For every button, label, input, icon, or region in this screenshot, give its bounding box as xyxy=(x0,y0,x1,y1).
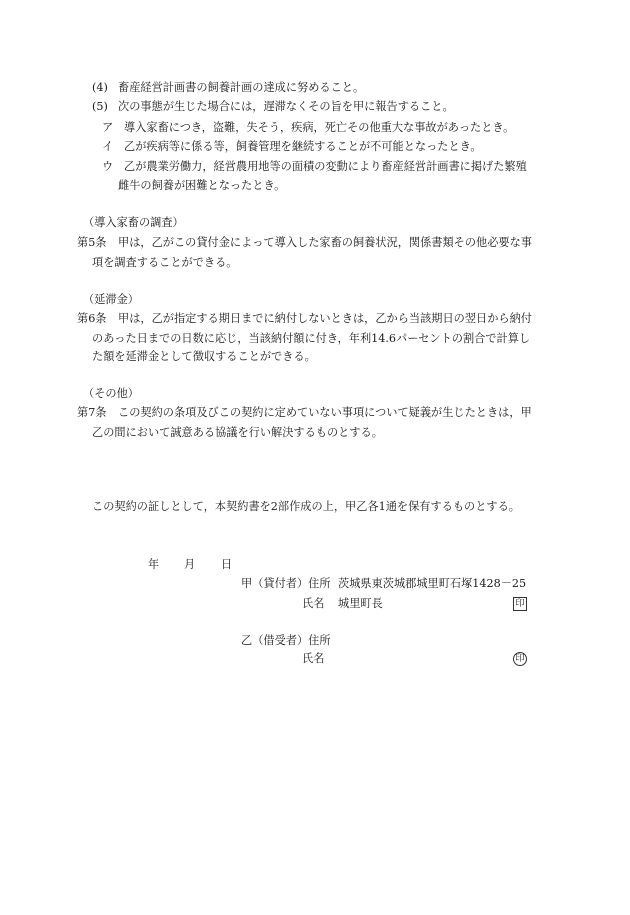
sub-item-i-text: 乙が疾病等に係る等，飼養管理を継続することが不可能となったとき。 xyxy=(124,140,482,153)
sub-item-a-text: 導入家畜につき，盗難，失そう，疾病，死亡その他重大な事故があったとき。 xyxy=(124,121,515,134)
item-5-text: 次の事態が生じた場合には，遅滞なくその旨を甲に報告すること。 xyxy=(118,100,454,113)
item-4-text: 畜産経営計画書の飼養計画の達成に努めること。 xyxy=(118,81,365,94)
article-6-line-1: 甲は，乙が指定する期日までに納付しないときは，乙から当該期日の翌日から納付 xyxy=(118,312,532,325)
party-a-address: 茨城県東茨城郡城里町石塚1428－25 xyxy=(338,577,527,590)
article-5-label: 第5条 xyxy=(77,236,107,249)
party-a-role-address-label: 甲（貸付者）住所 xyxy=(241,577,331,590)
date-month-label: 月 xyxy=(184,558,196,571)
party-a-name: 城里町長 xyxy=(338,597,383,610)
party-b-role-address-label: 乙（借受者）住所 xyxy=(241,634,331,647)
article-5-line-1: 甲は，乙がこの貸付金によって導入した家畜の飼養状況，関係書類その他必要な事 xyxy=(118,236,532,249)
article-7-label: 第7条 xyxy=(77,406,107,419)
sub-item-u-text-2: 雌牛の飼養が困難となったとき。 xyxy=(118,179,286,192)
sub-item-i-number: イ xyxy=(102,140,114,153)
article-7-line-1: この契約の条項及びこの契約に定めていない事項について疑義が生じたときは，甲 xyxy=(118,406,532,419)
date-day-label: 日 xyxy=(221,558,233,571)
article-6-label: 第6条 xyxy=(77,312,107,325)
article-7-line-2: 乙の間において誠意ある協議を行い解決するものとする。 xyxy=(92,426,383,439)
party-b-name-label: 氏名 xyxy=(302,652,325,665)
article-6-heading: （延滞金） xyxy=(83,293,139,306)
article-5-line-2: 項を調査することができる。 xyxy=(92,256,238,269)
article-5-heading: （導入家畜の調査） xyxy=(83,216,184,229)
item-5-number: (5) xyxy=(92,100,108,113)
article-7-heading: （その他） xyxy=(83,387,139,400)
party-b-seal-mark: 印 xyxy=(513,652,527,666)
sub-item-u-text-1: 乙が農業労働力，経営農用地等の面積の変動により畜産経営計画書に掲げた繁殖 xyxy=(124,160,527,173)
date-year-label: 年 xyxy=(148,558,160,571)
article-6-line-2: のあった日までの日数に応じ，当該納付額に付き，年利14.6パーセントの割合で計算し xyxy=(92,332,531,345)
party-a-name-label: 氏名 xyxy=(302,597,325,610)
closing-statement: この契約の証しとして，本契約書を2部作成の上，甲乙各1通を保有するものとする。 xyxy=(92,500,520,513)
sub-item-u-number: ウ xyxy=(102,160,114,173)
item-4-number: (4) xyxy=(92,81,108,94)
sub-item-a-number: ア xyxy=(102,121,114,134)
article-6-line-3: た額を延滞金として徴収することができる。 xyxy=(92,350,316,363)
party-a-seal-mark: 印 xyxy=(513,597,527,611)
